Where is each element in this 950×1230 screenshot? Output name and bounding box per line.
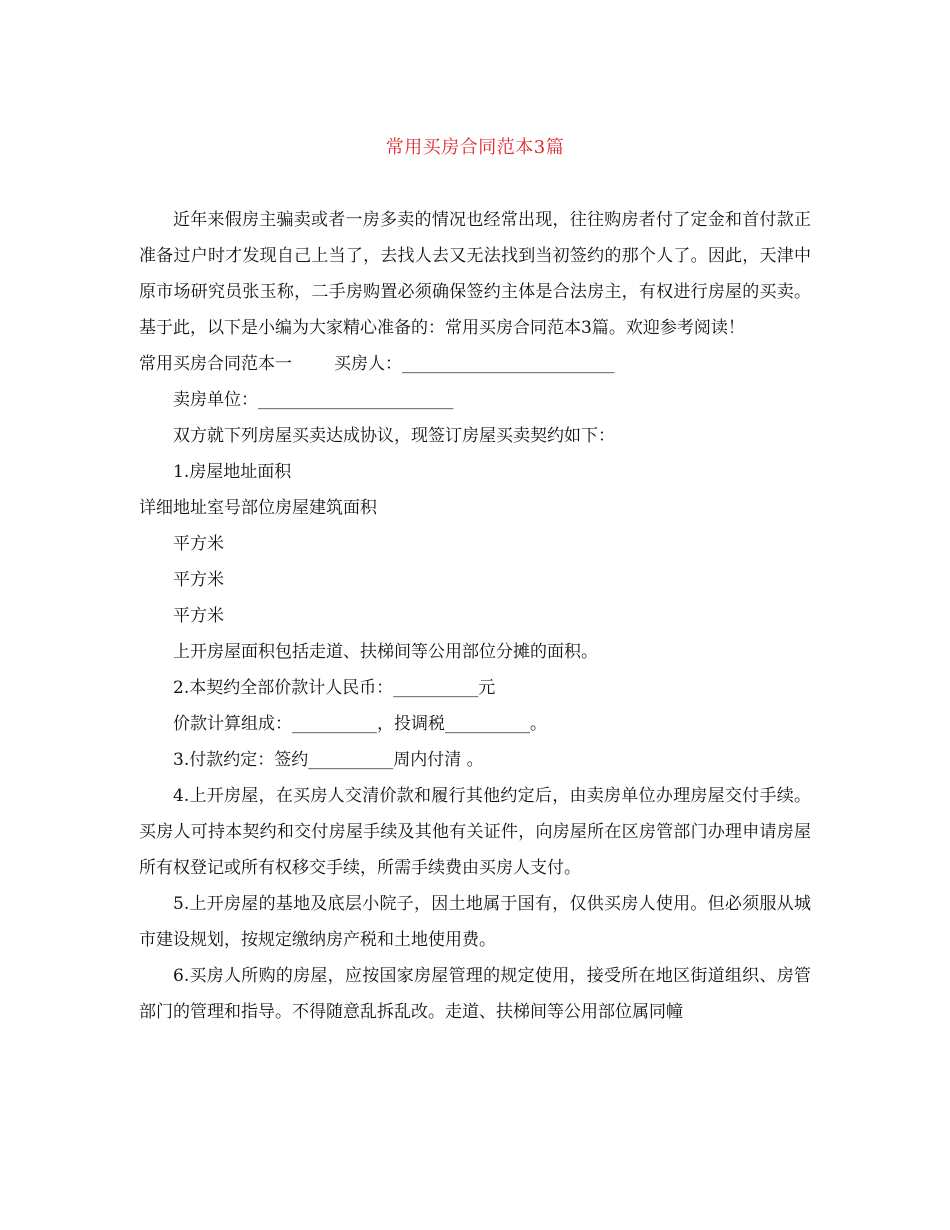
intro-paragraph: 近年来假房主骗卖或者一房多卖的情况也经常出现，往往购房者付了定金和首付款正准备过户时才发现自己上当了，去找人去又无法找到当初签约的那个人了。因此，天津中原市场研究员张玉称，二手房购置必须确保签约主体是合法房主，有权进行房屋的买卖。基于此，以下是小编为大家精心准备的：常用买房合同范本3篇。欢迎参考阅读！ — [139, 210, 811, 338]
contract-heading-line — [139, 346, 811, 382]
item2-line — [139, 670, 811, 706]
price-blank-2: __________ — [445, 714, 530, 734]
item5-paragraph: 5.上开房屋的基地及底层小院子，因土地属于国有，仅供买房人使用。但必须服从城市建设规划，按规定缴纳房产税和土地使用费。 — [139, 894, 811, 950]
area-note: 上开房屋面积包括走道、扶梯间等公用部位分摊的面积。 — [173, 642, 598, 662]
agreement-line: 双方就下列房屋买卖达成协议，现签订房屋买卖契约如下： — [173, 426, 615, 446]
seller-blank: _______________________ — [258, 390, 454, 410]
seller-line — [139, 382, 811, 418]
seller-label: 卖房单位： — [173, 390, 258, 410]
item1-title: 1.房屋地址面积 — [173, 462, 292, 482]
item6-paragraph: 6.买房人所购的房屋，应按国家房屋管理的规定使用，接受所在地区街道组织、房管部门的管理和指导。不得随意乱拆乱改。走道、扶梯间等公用部位属同幢 — [139, 966, 811, 1022]
price-composition-line — [139, 706, 811, 742]
item2-suffix: 元 — [478, 678, 496, 698]
item2-blank: __________ — [393, 678, 479, 698]
price-blank-1: __________ — [292, 714, 377, 734]
item4-paragraph: 4.上开房屋，在买房人交清价款和履行其他约定后，由卖房单位办理房屋交付手续。买房人可持本契约和交付房屋手续及其他有关证件，向房屋所在区房管部门办理申请房屋所有权登记或所有权移交手续，所需手续费由买房人支付。 — [139, 786, 811, 878]
area-unit-1: 平方米 — [173, 534, 224, 554]
area-unit-3: 平方米 — [173, 606, 224, 626]
price-mid: ，投调税 — [377, 714, 445, 734]
document-title: 常用买房合同范本3篇 — [385, 137, 565, 158]
item3-suffix: 周内付清 。 — [393, 750, 484, 770]
item3-line — [139, 742, 811, 778]
buyer-blank: _________________________ — [402, 354, 615, 374]
item3-prefix: 3.付款约定：签约 — [173, 750, 309, 770]
price-prefix: 价款计算组成： — [173, 714, 292, 734]
item2-prefix: 2.本契约全部价款计人民币： — [173, 678, 394, 698]
item3-blank: __________ — [308, 750, 394, 770]
area-unit-2: 平方米 — [173, 570, 224, 590]
price-suffix: 。 — [530, 714, 547, 734]
item1-detail: 详细地址室号部位房屋建筑面积 — [139, 498, 377, 518]
buyer-label: 买房人： — [334, 354, 402, 374]
contract-heading: 常用买房合同范本一 — [139, 354, 292, 374]
document-body — [139, 202, 811, 1030]
